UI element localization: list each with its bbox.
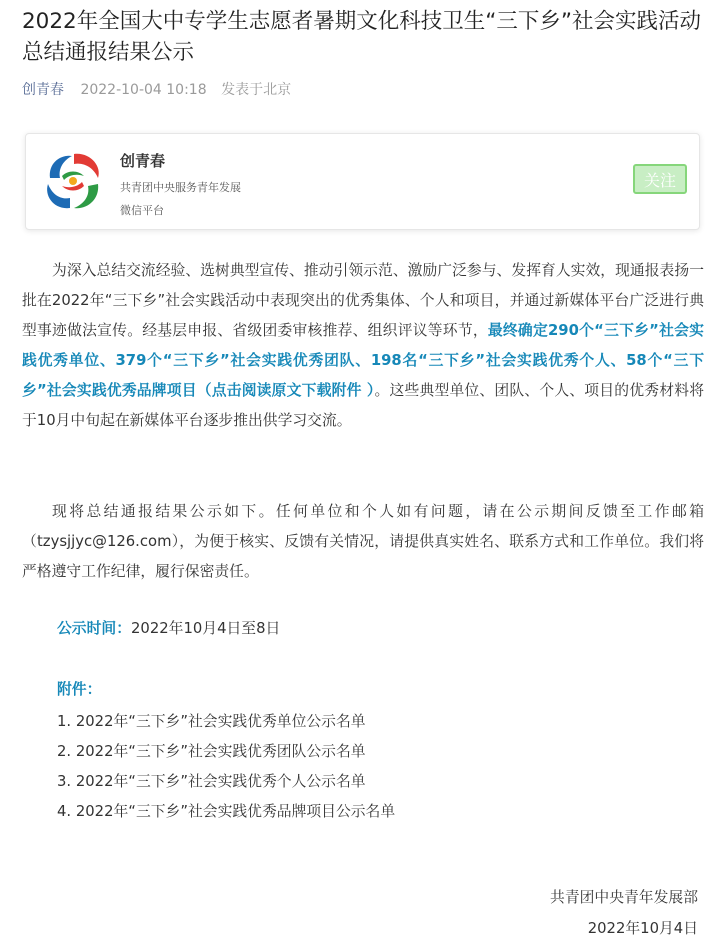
attachments-label: 附件：	[57, 681, 102, 698]
para1-text-end: 。这些典型单位、团队、个人、项目的优秀材料将于10月中旬起在新媒体平台逐步推出供学习交流。	[22, 382, 704, 429]
article-title: 2022年全国大中专学生志愿者暑期文化科技卫生“三下乡”社会实践活动总结通报结果公示	[22, 9, 701, 65]
publicity-value: 2022年10月4日至8日	[131, 620, 281, 637]
signature-date: 2022年10月4日	[587, 920, 698, 937]
para1-text-start: 为深入总结交流经验、选树典型宣传、推动引领示范、激励广泛参与、发挥育人实效，现通报表扬一批在2022年“三下乡”社会实践活动中表现突出的优秀集体、个人和项目，并通过新媒体平台广泛进行典型事迹做法宣传。经基层申报、省级团委审核推荐、组织评议等环节，	[22, 262, 704, 339]
publish-location: 发表于北京	[221, 82, 292, 98]
article-meta	[22, 79, 291, 99]
follow-button[interactable]: 关注	[633, 164, 687, 194]
attachment-item: 3. 2022年“三下乡”社会实践优秀个人公示名单	[57, 773, 366, 790]
account-description: 共青团中央服务青年发展	[120, 181, 241, 194]
attachments-list	[57, 707, 395, 827]
chuangqingchun-logo-icon	[40, 148, 106, 214]
account-platform: 微信平台	[120, 204, 164, 217]
body-paragraph-1	[22, 256, 704, 436]
author-link[interactable]: 创青春	[22, 82, 64, 98]
attachment-item: 2. 2022年“三下乡”社会实践优秀团队公示名单	[57, 743, 366, 760]
attachment-item: 4. 2022年“三下乡”社会实践优秀品牌项目公示名单	[57, 803, 396, 820]
para1-highlight[interactable]: 最终确定290个“三下乡”社会实践优秀单位、379个“三下乡”社会实践优秀团队、198名“三下乡”社会实践优秀个人、58个“三下乡”社会实践优秀品牌项目（点击阅读原文下载附件 ）	[22, 322, 704, 399]
attachment-item: 1. 2022年“三下乡”社会实践优秀单位公示名单	[57, 713, 366, 730]
account-card[interactable]	[25, 133, 700, 230]
account-name: 创青春	[120, 152, 166, 170]
body-paragraph-2: 现将总结通报结果公示如下。任何单位和个人如有问题，请在公示期间反馈至工作邮箱（tzysjjyc@126.com），为便于核实、反馈有关情况，请提供真实姓名、联系方式和工作单位。我们将严格遵守工作纪律，履行保密责任。	[22, 503, 704, 580]
signature-organization: 共青团中央青年发展部	[550, 889, 698, 906]
publicity-period	[57, 617, 280, 638]
publish-time: 2022-10-04 10:18	[80, 82, 207, 98]
publicity-label: 公示时间：	[57, 620, 131, 637]
